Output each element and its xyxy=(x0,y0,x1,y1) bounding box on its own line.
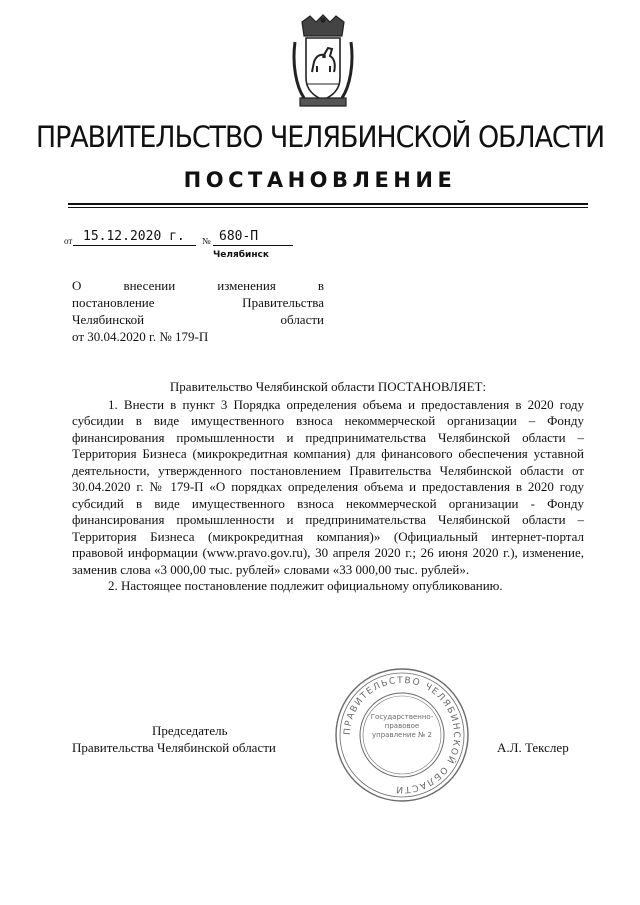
coat-of-arms-icon xyxy=(292,14,354,110)
date-underline xyxy=(73,245,196,246)
header-rule-thin xyxy=(68,207,588,208)
subject-line: постановление Правительства xyxy=(72,295,324,310)
city-name: Челябинск xyxy=(213,250,269,260)
government-title: ПРАВИТЕЛЬСТВО ЧЕЛЯБИНСКОЙ ОБЛАСТИ xyxy=(35,120,605,154)
preamble: Правительство Челябинской области ПОСТАНОВЛЯЕТ: xyxy=(169,379,487,394)
official-seal-icon xyxy=(332,665,472,805)
signer-name: А.Л. Текслер xyxy=(497,740,569,755)
number-prefix: № xyxy=(202,236,211,246)
seal-center-text: Государственно-правовое управление № 2 xyxy=(370,713,434,739)
number-underline xyxy=(213,245,293,246)
document-body xyxy=(72,379,584,595)
signer-position-line2: Правительства Челябинской области xyxy=(72,740,276,755)
seal-outer-text: ПРАВИТЕЛЬСТВО ЧЕЛЯБИНСКОЙ ОБЛАСТИ xyxy=(342,675,462,795)
header-rule-thick xyxy=(68,203,588,205)
clause-1: 1. Внести в пункт 3 Порядка определения объема и предоставления в 2020 году субсидии в виде имущественного взноса некоммерческой организации – Фонду финансирования промышленности и предпринимательства Челябинской области – Территория Бизнеса (микрокредитная компания) для финансового обеспечения уставной деятельности, утвержденного постановлением Правительства Челябинской области от 30.04.2020 г. № 179-П «О порядках определения объема и предоставления в 2020 году субсидий в виде имущественного взноса некоммерческой организации - Фонду финансирования промышленности и предпринимательства Челябинской области – Территория Бизнеса (микрокредитная компания)» (Официальный интернет-портал правовой информации (www.pravo.gov.ru), 30 апреля 2020 г.; 26 июня 2020 г.), изменение, заменив слова «3 000,00 тыс. рублей» словами «33 000,00 тыс. рублей». xyxy=(72,396,584,577)
clause-2: 2. Настоящее постановление подлежит официальному опубликованию. xyxy=(108,578,503,593)
date-prefix: от xyxy=(64,236,73,246)
document-number: 680-П xyxy=(219,229,259,244)
document-type-heading: ПОСТАНОВЛЕНИЕ xyxy=(183,168,457,192)
signer-position-line1: Председатель xyxy=(152,723,228,738)
subject-line: Челябинской области xyxy=(72,312,324,327)
document-date: 15.12.2020 г. xyxy=(83,229,185,244)
document-subject xyxy=(72,277,324,345)
subject-line: О внесении изменения в xyxy=(72,278,324,293)
subject-line: от 30.04.2020 г. № 179-П xyxy=(72,329,209,344)
